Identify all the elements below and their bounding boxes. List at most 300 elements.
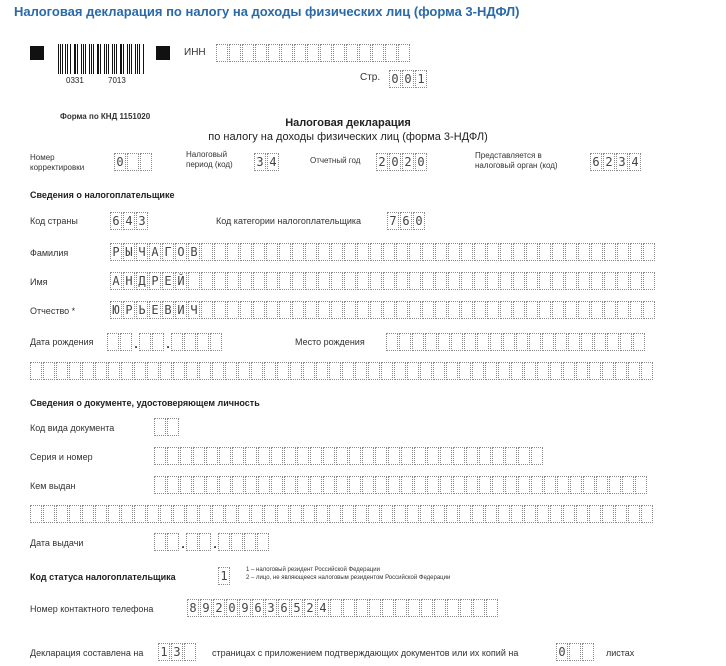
char-cell[interactable] [451,333,463,351]
char-cell[interactable] [472,505,484,523]
char-cell[interactable] [539,272,551,290]
char-cell[interactable] [407,362,419,380]
char-cell[interactable] [303,505,315,523]
char-cell[interactable] [565,301,577,319]
char-cell[interactable] [227,243,239,261]
char-cell[interactable] [303,362,315,380]
char-cell[interactable] [318,243,330,261]
char-cell[interactable] [331,272,343,290]
char-cell[interactable] [401,476,413,494]
char-cell[interactable] [342,362,354,380]
char-cell[interactable] [511,362,523,380]
char-cell[interactable] [310,476,322,494]
char-cell[interactable] [368,505,380,523]
char-cell[interactable] [154,418,166,436]
char-cell[interactable] [171,333,183,351]
char-cell[interactable] [206,476,218,494]
char-cell[interactable]: 0 [389,70,401,88]
phone-field[interactable] [187,599,499,617]
char-cell[interactable] [485,505,497,523]
char-cell[interactable] [279,301,291,319]
char-cell[interactable] [383,272,395,290]
char-cell[interactable]: 4 [123,212,135,230]
char-cell[interactable] [485,362,497,380]
char-cell[interactable] [214,272,226,290]
char-cell[interactable] [43,505,55,523]
char-cell[interactable] [218,533,230,551]
char-cell[interactable] [382,599,394,617]
char-cell[interactable] [500,301,512,319]
char-cell[interactable] [448,243,460,261]
char-cell[interactable] [487,301,499,319]
char-cell[interactable] [357,272,369,290]
char-cell[interactable] [479,476,491,494]
char-cell[interactable] [381,362,393,380]
char-cell[interactable] [108,362,120,380]
char-cell[interactable] [227,301,239,319]
char-cell[interactable] [238,505,250,523]
char-cell[interactable] [498,362,510,380]
char-cell[interactable] [498,505,510,523]
char-cell[interactable] [188,272,200,290]
char-cell[interactable] [602,505,614,523]
char-cell[interactable]: 5 [291,599,303,617]
char-cell[interactable]: 0 [556,643,568,661]
char-cell[interactable] [355,362,367,380]
char-cell[interactable]: 0 [402,70,414,88]
char-cell[interactable] [394,505,406,523]
char-cell[interactable] [633,333,645,351]
char-cell[interactable] [492,476,504,494]
char-cell[interactable] [245,447,257,465]
char-cell[interactable] [369,599,381,617]
char-cell[interactable] [388,447,400,465]
char-cell[interactable] [219,476,231,494]
char-cell[interactable] [370,301,382,319]
char-cell[interactable] [420,505,432,523]
char-cell[interactable] [550,362,562,380]
char-cell[interactable] [479,447,491,465]
char-cell[interactable] [258,447,270,465]
char-cell[interactable] [591,243,603,261]
char-cell[interactable] [544,476,556,494]
char-cell[interactable] [641,505,653,523]
char-cell[interactable] [240,243,252,261]
char-cell[interactable] [242,44,254,62]
char-cell[interactable] [284,476,296,494]
char-cell[interactable]: 2 [304,599,316,617]
char-cell[interactable] [160,362,172,380]
char-cell[interactable] [343,599,355,617]
char-cell[interactable] [232,447,244,465]
char-cell[interactable] [505,476,517,494]
char-cell[interactable]: Р [110,243,122,261]
char-cell[interactable] [134,362,146,380]
char-cell[interactable] [255,44,267,62]
char-cell[interactable] [386,333,398,351]
char-cell[interactable] [344,243,356,261]
char-cell[interactable] [486,599,498,617]
char-cell[interactable] [154,533,166,551]
char-cell[interactable] [425,333,437,351]
char-cell[interactable] [388,476,400,494]
char-cell[interactable]: 1 [158,643,170,661]
char-cell[interactable] [232,476,244,494]
char-cell[interactable]: 1 [415,70,427,88]
char-cell[interactable] [526,272,538,290]
char-cell[interactable]: А [110,272,122,290]
char-cell[interactable] [604,272,616,290]
char-cell[interactable]: 0 [114,153,126,171]
issue-day-boxes[interactable] [154,533,180,551]
birth-day-boxes[interactable] [107,333,133,351]
char-cell[interactable] [279,272,291,290]
char-cell[interactable] [251,505,263,523]
char-cell[interactable] [513,243,525,261]
char-cell[interactable] [370,243,382,261]
char-cell[interactable] [420,362,432,380]
char-cell[interactable] [438,333,450,351]
char-cell[interactable]: А [149,243,161,261]
char-cell[interactable]: 3 [616,153,628,171]
char-cell[interactable] [199,362,211,380]
char-cell[interactable] [216,44,228,62]
char-cell[interactable] [372,44,384,62]
char-cell[interactable] [193,476,205,494]
char-cell[interactable] [570,476,582,494]
issued-by-field-continued[interactable] [30,505,654,523]
char-cell[interactable] [318,301,330,319]
char-cell[interactable] [422,301,434,319]
char-cell[interactable] [557,476,569,494]
char-cell[interactable] [641,362,653,380]
char-cell[interactable] [576,505,588,523]
char-cell[interactable] [268,44,280,62]
char-cell[interactable] [531,447,543,465]
char-cell[interactable] [180,476,192,494]
char-cell[interactable] [630,272,642,290]
char-cell[interactable]: Й [175,272,187,290]
char-cell[interactable] [563,362,575,380]
char-cell[interactable] [399,333,411,351]
name-field[interactable] [110,272,656,290]
char-cell[interactable] [529,333,541,351]
char-cell[interactable] [292,301,304,319]
char-cell[interactable] [492,447,504,465]
char-cell[interactable] [542,333,554,351]
char-cell[interactable]: И [175,301,187,319]
char-cell[interactable] [199,533,211,551]
birth-date-field[interactable] [107,333,223,351]
char-cell[interactable] [447,599,459,617]
char-cell[interactable] [617,272,629,290]
char-cell[interactable] [459,505,471,523]
char-cell[interactable] [569,643,581,661]
char-cell[interactable] [362,476,374,494]
char-cell[interactable] [290,362,302,380]
char-cell[interactable]: 1 [218,567,230,585]
char-cell[interactable] [356,599,368,617]
char-cell[interactable]: 2 [376,153,388,171]
char-cell[interactable] [409,243,421,261]
char-cell[interactable] [184,333,196,351]
char-cell[interactable] [154,476,166,494]
char-cell[interactable]: 2 [402,153,414,171]
issue-month-boxes[interactable] [186,533,212,551]
char-cell[interactable] [271,447,283,465]
footer-pages-field[interactable] [158,643,197,661]
char-cell[interactable] [563,505,575,523]
char-cell[interactable] [474,301,486,319]
char-cell[interactable] [107,333,119,351]
char-cell[interactable] [56,362,68,380]
char-cell[interactable] [396,301,408,319]
issue-date-field[interactable] [154,533,270,551]
char-cell[interactable]: 4 [629,153,641,171]
char-cell[interactable] [173,362,185,380]
char-cell[interactable] [446,362,458,380]
char-cell[interactable] [398,44,410,62]
char-cell[interactable] [422,272,434,290]
char-cell[interactable] [305,243,317,261]
char-cell[interactable] [362,447,374,465]
char-cell[interactable] [212,505,224,523]
char-cell[interactable] [617,243,629,261]
char-cell[interactable] [466,447,478,465]
char-cell[interactable] [513,272,525,290]
char-cell[interactable] [435,272,447,290]
char-cell[interactable] [576,362,588,380]
char-cell[interactable] [292,272,304,290]
char-cell[interactable] [594,333,606,351]
report-year-field[interactable] [376,153,428,171]
char-cell[interactable] [284,447,296,465]
char-cell[interactable] [628,362,640,380]
char-cell[interactable] [434,599,446,617]
surname-field[interactable] [110,243,656,261]
birth-year-boxes[interactable] [171,333,223,351]
char-cell[interactable] [167,476,179,494]
char-cell[interactable] [201,243,213,261]
footer-copies-field[interactable] [556,643,595,661]
char-cell[interactable]: Ь [136,301,148,319]
char-cell[interactable] [318,272,330,290]
char-cell[interactable] [531,476,543,494]
char-cell[interactable] [461,301,473,319]
char-cell[interactable] [281,44,293,62]
char-cell[interactable] [395,599,407,617]
char-cell[interactable] [552,243,564,261]
char-cell[interactable] [152,333,164,351]
char-cell[interactable] [346,44,358,62]
char-cell[interactable]: 6 [110,212,122,230]
char-cell[interactable] [487,272,499,290]
char-cell[interactable]: 4 [317,599,329,617]
char-cell[interactable] [160,505,172,523]
char-cell[interactable] [472,362,484,380]
char-cell[interactable] [427,447,439,465]
char-cell[interactable] [292,243,304,261]
char-cell[interactable] [349,447,361,465]
char-cell[interactable]: Д [136,272,148,290]
char-cell[interactable] [604,243,616,261]
char-cell[interactable] [609,476,621,494]
char-cell[interactable] [537,505,549,523]
char-cell[interactable] [503,333,515,351]
correction-field[interactable] [114,153,153,171]
char-cell[interactable] [383,301,395,319]
char-cell[interactable] [264,362,276,380]
char-cell[interactable] [184,643,196,661]
char-cell[interactable] [121,505,133,523]
char-cell[interactable] [305,301,317,319]
char-cell[interactable] [487,243,499,261]
char-cell[interactable] [375,476,387,494]
char-cell[interactable] [333,44,345,62]
char-cell[interactable] [336,447,348,465]
char-cell[interactable]: О [175,243,187,261]
char-cell[interactable]: 4 [267,153,279,171]
char-cell[interactable] [167,533,179,551]
char-cell[interactable] [294,44,306,62]
char-cell[interactable] [628,505,640,523]
char-cell[interactable] [518,476,530,494]
char-cell[interactable] [231,533,243,551]
char-cell[interactable] [277,362,289,380]
char-cell[interactable] [505,447,517,465]
char-cell[interactable] [427,476,439,494]
char-cell[interactable] [375,447,387,465]
char-cell[interactable] [565,243,577,261]
char-cell[interactable] [615,362,627,380]
char-cell[interactable] [357,243,369,261]
patronymic-field[interactable] [110,301,656,319]
char-cell[interactable] [219,447,231,465]
char-cell[interactable] [421,599,433,617]
char-cell[interactable] [264,505,276,523]
char-cell[interactable] [199,505,211,523]
char-cell[interactable] [370,272,382,290]
category-field[interactable] [387,212,426,230]
char-cell[interactable] [180,447,192,465]
char-cell[interactable] [440,476,452,494]
char-cell[interactable] [401,447,413,465]
char-cell[interactable] [297,447,309,465]
char-cell[interactable] [368,362,380,380]
char-cell[interactable] [473,599,485,617]
char-cell[interactable] [565,272,577,290]
char-cell[interactable]: Г [162,243,174,261]
char-cell[interactable] [552,301,564,319]
char-cell[interactable] [578,243,590,261]
char-cell[interactable] [297,476,309,494]
char-cell[interactable] [329,505,341,523]
char-cell[interactable] [555,333,567,351]
char-cell[interactable] [409,272,421,290]
char-cell[interactable] [214,243,226,261]
page-number-field[interactable] [389,70,428,88]
char-cell[interactable] [409,301,421,319]
char-cell[interactable] [147,362,159,380]
char-cell[interactable] [56,505,68,523]
char-cell[interactable] [167,418,179,436]
char-cell[interactable] [253,272,265,290]
char-cell[interactable] [69,362,81,380]
char-cell[interactable] [316,362,328,380]
birth-place-field-continued[interactable] [30,362,654,380]
char-cell[interactable] [307,44,319,62]
char-cell[interactable] [212,362,224,380]
char-cell[interactable] [461,243,473,261]
char-cell[interactable] [258,476,270,494]
char-cell[interactable]: 0 [413,212,425,230]
char-cell[interactable] [330,599,342,617]
birth-month-boxes[interactable] [139,333,165,351]
char-cell[interactable] [197,333,209,351]
issue-year-boxes[interactable] [218,533,270,551]
char-cell[interactable] [253,301,265,319]
char-cell[interactable] [201,301,213,319]
char-cell[interactable] [643,272,655,290]
char-cell[interactable] [277,505,289,523]
char-cell[interactable] [186,505,198,523]
char-cell[interactable]: 6 [278,599,290,617]
char-cell[interactable] [435,243,447,261]
char-cell[interactable]: Ы [123,243,135,261]
char-cell[interactable]: 6 [400,212,412,230]
char-cell[interactable]: В [162,301,174,319]
char-cell[interactable] [526,243,538,261]
char-cell[interactable] [271,476,283,494]
char-cell[interactable] [173,505,185,523]
char-cell[interactable]: 7 [387,212,399,230]
char-cell[interactable] [414,447,426,465]
char-cell[interactable] [511,505,523,523]
char-cell[interactable]: 3 [171,643,183,661]
issued-by-field[interactable] [154,476,648,494]
char-cell[interactable]: 8 [187,599,199,617]
char-cell[interactable] [537,362,549,380]
country-field[interactable] [110,212,149,230]
char-cell[interactable] [396,272,408,290]
char-cell[interactable]: Е [149,301,161,319]
char-cell[interactable] [516,333,528,351]
char-cell[interactable] [186,362,198,380]
char-cell[interactable] [526,301,538,319]
char-cell[interactable] [453,476,465,494]
char-cell[interactable] [448,272,460,290]
char-cell[interactable] [238,362,250,380]
char-cell[interactable] [602,362,614,380]
char-cell[interactable] [407,505,419,523]
char-cell[interactable] [474,243,486,261]
char-cell[interactable] [266,301,278,319]
char-cell[interactable] [214,301,226,319]
char-cell[interactable]: Р [149,272,161,290]
char-cell[interactable] [95,505,107,523]
char-cell[interactable] [69,505,81,523]
char-cell[interactable] [477,333,489,351]
char-cell[interactable]: Ч [136,243,148,261]
char-cell[interactable] [433,505,445,523]
char-cell[interactable] [329,362,341,380]
char-cell[interactable] [607,333,619,351]
char-cell[interactable] [620,333,632,351]
status-field[interactable] [218,567,231,585]
char-cell[interactable] [320,44,332,62]
char-cell[interactable] [227,272,239,290]
char-cell[interactable] [453,447,465,465]
